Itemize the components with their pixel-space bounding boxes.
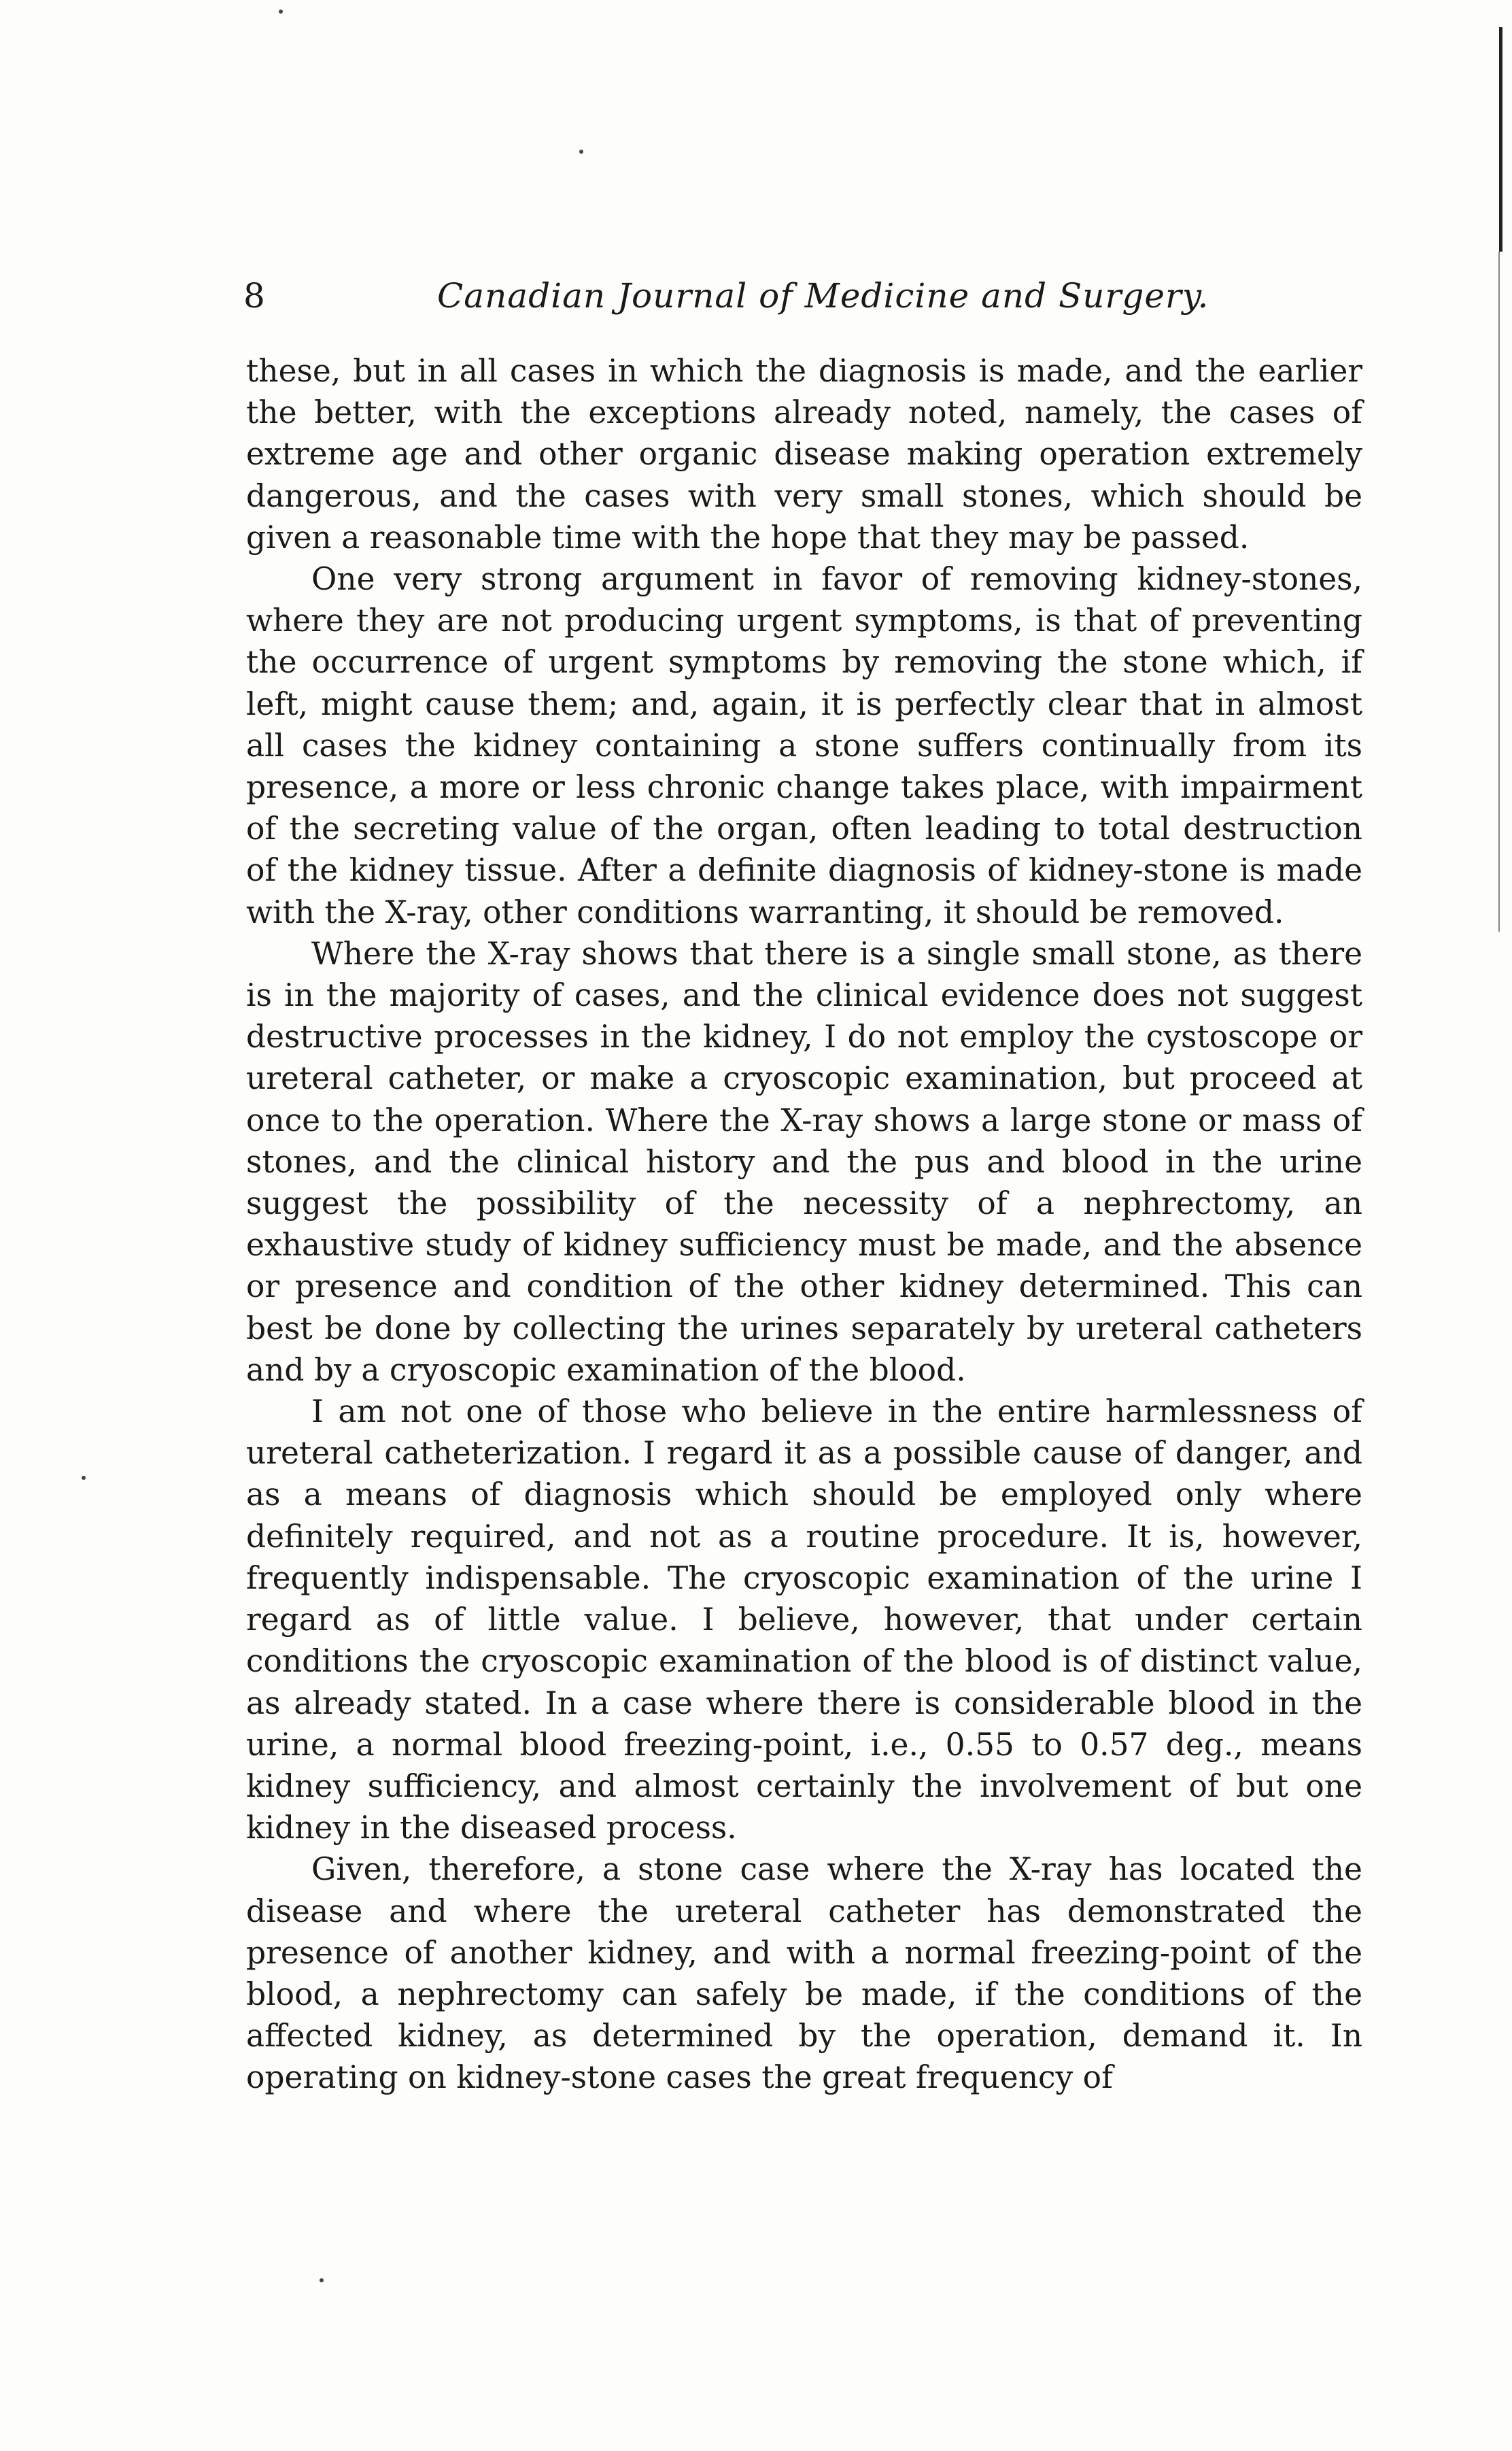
page-edge-mark [1498,252,1500,932]
journal-title: Canadian Journal of Medicine and Surgery. [437,276,1209,316]
paragraph: One very strong argument in favor of removing kidney-stones, where they are not producing urgent symptoms, is that of preventing the occurrence of urgent symptoms by removing the stone which, if left, might cause them; and, again, it is perfectly clear that in almost all cases the kidney containing a stone suffers continually from its presence, a more or less chronic change takes place, with impairment of the secreting value of the organ, often leading to total destruction of the kidney tissue. After a definite diagnosis of kidney-stone is made with the X-ray, other conditions warranting, it should be removed. [246,561,1362,930]
paragraph: I am not one of those who believe in the entire harmlessness of ureteral catheterization. I regard it as a possible cause of danger, and as a means of diagnosis which should be employed only where definitely required, and not as a routine procedure. It is, however, frequently indispensable. The cryoscopic examination of the urine I regard as of little value. I believe, however, that under certain conditions the cryoscopic examination of the blood is of distinct value, as already stated. In a case where there is considerable blood in the urine, a normal blood freezing-point, i.e., 0.55 to 0.57 deg., means kidney sufficiency, and almost certainly the involvement of but one kidney in the diseased process. [246,1393,1362,1846]
paragraph: Where the X-ray shows that there is a single small stone, as there is in the majority of cases, and the clinical evidence does not suggest destructive processes in the kidney, I do not employ the cystoscope or ureteral catheter, or make a cryoscopic examination, but proceed at once to the operation. Where the X-ray shows a large stone or mass of stones, and the clinical history and the pus and blood in the urine suggest the possibility of the necessity of a nephrectomy, an exhaustive study of kidney sufficiency must be made, and the absence or presence and condition of the other kidney determined. This can best be done by collecting the urines separately by ureteral catheters and by a cryoscopic examination of the blood. [246,935,1362,1388]
article-body [246,350,1362,2099]
page-speck [579,150,583,154]
paragraph: Given, therefore, a stone case where the X-ray has located the disease and where the ureteral catheter has demonstrated the presence of another kidney, and with a normal freezing-point of the blood, a nephrectomy can safely be made, if the conditions of the affected kidney, as determined by the operation, demand it. In operating on kidney-stone cases the great frequency of [246,1851,1362,2096]
page-number: 8 [243,276,265,316]
page-speck [279,10,283,14]
page-speck [82,1476,86,1480]
running-header [243,272,1372,320]
paragraph: these, but in all cases in which the diagnosis is made, and the earlier the better, with the exceptions already noted, namely, the cases of extreme age and other organic disease making operation extremely dangerous, and the cases with very small stones, which should be given a reasonable time with the hope that they may be passed. [246,353,1362,556]
page-speck [320,2278,324,2282]
page-edge-mark [1499,27,1502,252]
